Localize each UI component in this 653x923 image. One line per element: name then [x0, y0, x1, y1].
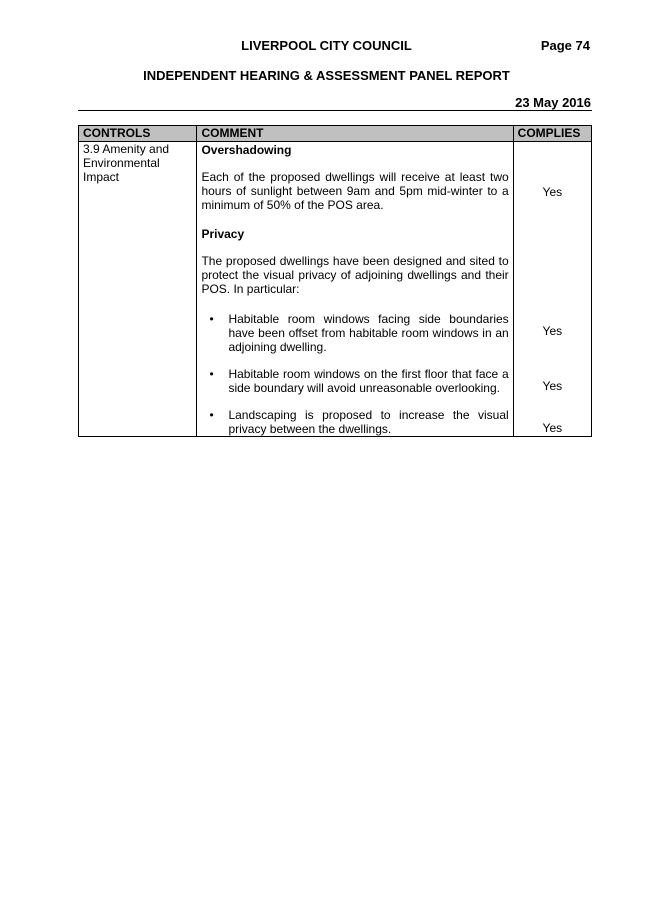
complies-value: Yes — [542, 421, 563, 435]
complies-value: Yes — [542, 324, 563, 338]
header-comment: COMMENT — [197, 126, 513, 142]
complies-value: Yes — [542, 379, 563, 393]
control-text: Amenity and Environmental Impact — [83, 142, 170, 184]
complies-value: Yes — [542, 185, 563, 199]
comment-cell — [197, 142, 513, 437]
header-rule — [78, 110, 592, 111]
control-cell — [79, 142, 197, 437]
header-complies: COMPLIES — [513, 126, 591, 142]
controls-table — [78, 125, 592, 437]
bullet-marker: • — [209, 367, 214, 381]
bullet-marker: • — [209, 312, 214, 326]
list-item — [201, 312, 508, 354]
bullet-text: Habitable room windows facing side boundaries have been offset from habitable room windows in an adjoining dwelling. — [228, 312, 509, 354]
privacy-text: The proposed dwellings have been designed and sited to protect the visual privacy of adjoining dwellings and their POS. In particular: — [201, 254, 509, 296]
table-row — [79, 142, 592, 437]
bullet-text: Landscaping is proposed to increase the visual privacy between the dwellings. — [228, 408, 509, 436]
list-item — [201, 408, 508, 436]
table-header-row — [79, 126, 592, 142]
overshadowing-text: Each of the proposed dwellings will receive at least two hours of sunlight between 9am and 5pm mid-winter to a minimum of 50% of the POS area. — [201, 170, 509, 212]
page-number: Page 74 — [540, 38, 590, 53]
header-controls: CONTROLS — [79, 126, 197, 142]
privacy-bullet-list — [201, 312, 508, 436]
report-title: INDEPENDENT HEARING & ASSESSMENT PANEL REPORT — [143, 68, 510, 83]
council-name: LIVERPOOL CITY COUNCIL — [241, 38, 412, 53]
bullet-marker: • — [209, 408, 214, 422]
control-number: 3.9 — [83, 142, 100, 156]
privacy-heading: Privacy — [201, 227, 245, 241]
bullet-text: Habitable room windows on the first floor that face a side boundary will avoid unreasonable overlooking. — [228, 367, 509, 395]
report-date: 23 May 2016 — [515, 95, 591, 110]
overshadowing-heading: Overshadowing — [201, 143, 292, 157]
list-item — [201, 367, 508, 395]
complies-cell — [513, 142, 591, 437]
